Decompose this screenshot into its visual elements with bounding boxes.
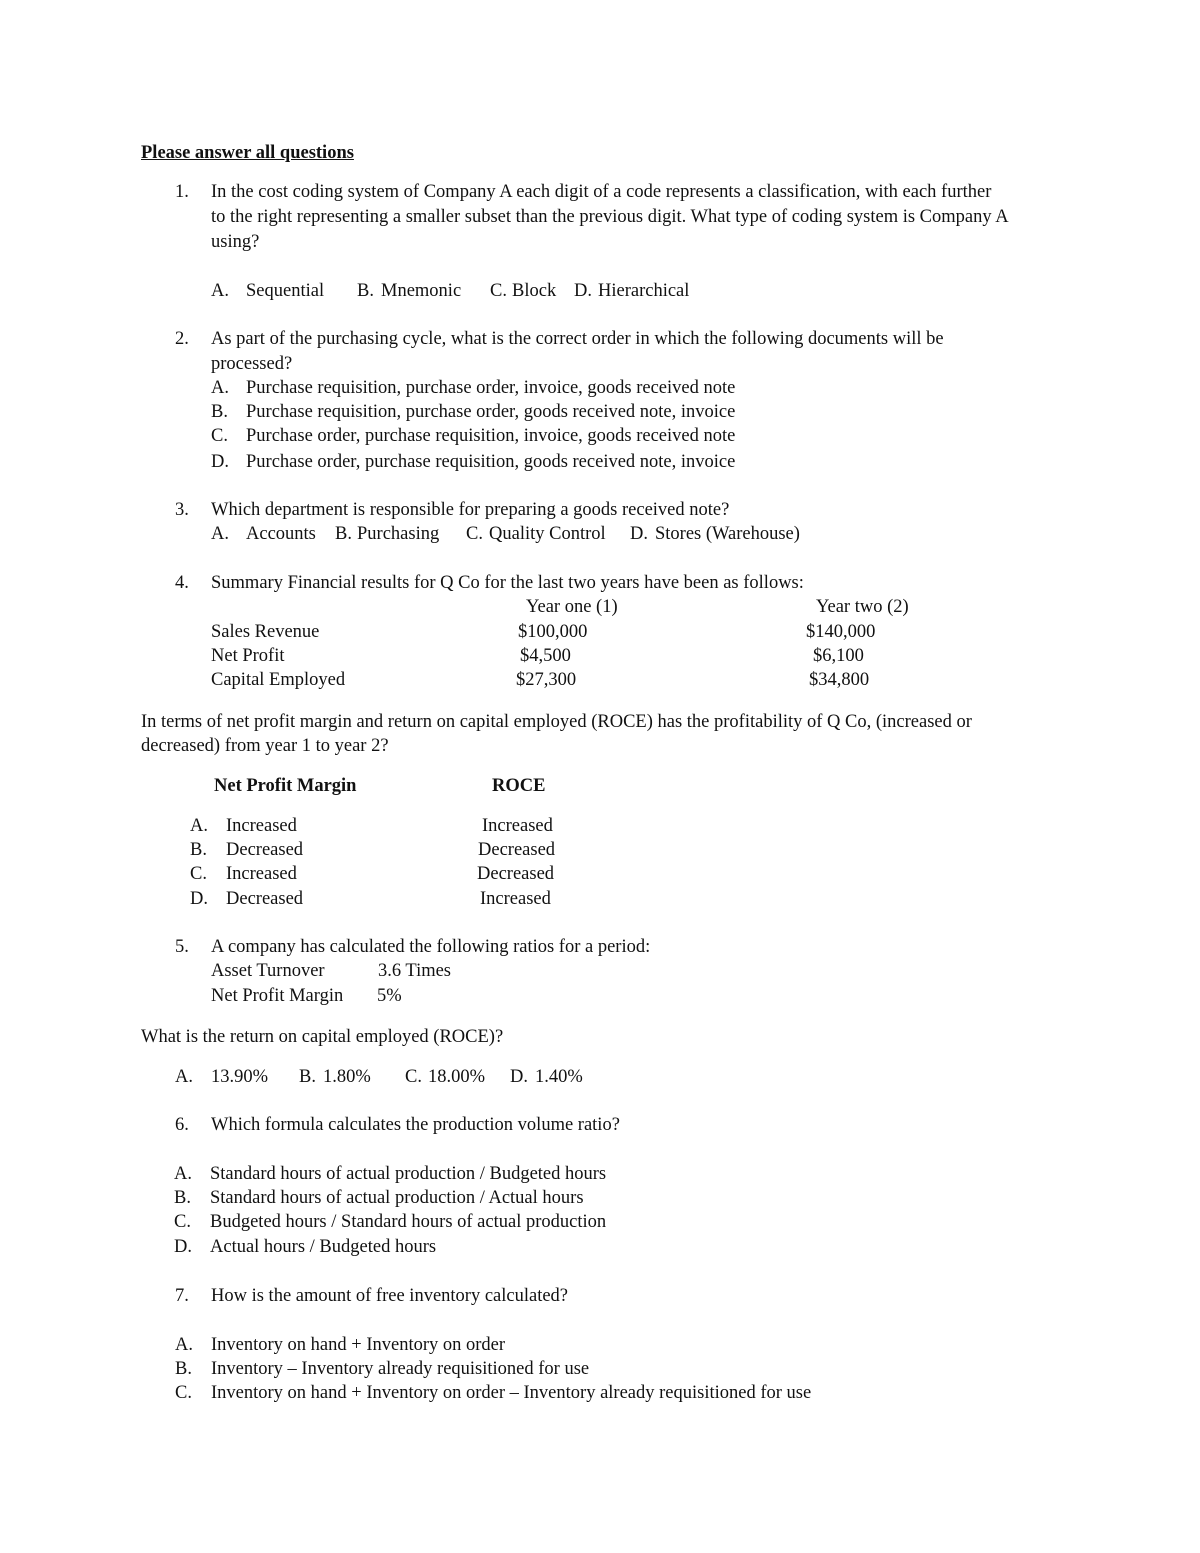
q4-answer-letter: C. xyxy=(190,864,207,884)
question-7-number: 7. xyxy=(175,1286,189,1306)
q4-answer-npm: Increased xyxy=(226,816,297,836)
q5-option-b-text: 1.80% xyxy=(323,1067,371,1087)
q7-option-c-text: Inventory on hand + Inventory on order – Inventory already requisitioned for use xyxy=(211,1383,812,1403)
table-cell: $34,800 xyxy=(809,670,870,690)
q3-option-b-letter: B. xyxy=(335,524,352,544)
q2-option-a-text: Purchase requisition, purchase order, invoice, goods received note xyxy=(246,378,736,398)
answer-col-npm-header: Net Profit Margin xyxy=(214,776,357,796)
q6-option-b-letter: B. xyxy=(174,1188,191,1208)
q7-option-a-letter: A. xyxy=(175,1335,193,1355)
q1-option-d-letter: D. xyxy=(574,281,592,301)
q2-option-b-text: Purchase requisition, purchase order, goods received note, invoice xyxy=(246,402,736,422)
table-cell: $100,000 xyxy=(518,622,588,642)
q3-option-c-letter: C. xyxy=(466,524,483,544)
q2-option-c-text: Purchase order, purchase requisition, invoice, goods received note xyxy=(246,426,736,446)
q4-answer-roce: Increased xyxy=(480,889,551,909)
ratio-value: 3.6 Times xyxy=(378,961,452,981)
q1-option-a-letter: A. xyxy=(211,281,229,301)
ratio-label: Net Profit Margin xyxy=(211,986,344,1006)
q6-option-d-letter: D. xyxy=(174,1237,192,1257)
q7-option-a-text: Inventory on hand + Inventory on order xyxy=(211,1335,506,1355)
q3-option-c-text: Quality Control xyxy=(489,524,606,544)
question-1-number: 1. xyxy=(175,182,189,202)
q7-option-b-letter: B. xyxy=(175,1359,192,1379)
q2-option-b-letter: B. xyxy=(211,402,228,422)
q1-option-c-text: Block xyxy=(512,281,557,301)
q5-option-a-text: 13.90% xyxy=(211,1067,269,1087)
question-1-line-2: to the right representing a smaller subset than the previous digit. What type of coding system is Company A xyxy=(211,207,1009,227)
table-cell: $6,100 xyxy=(813,646,864,666)
q6-option-c-letter: C. xyxy=(174,1212,191,1232)
question-2-line-1: As part of the purchasing cycle, what is the correct order in which the following documents will be xyxy=(211,329,944,349)
question-3-number: 3. xyxy=(175,500,189,520)
question-1-line-1: In the cost coding system of Company A each digit of a code represents a classification, with each further xyxy=(211,182,992,202)
q4-answer-letter: B. xyxy=(190,840,207,860)
ratio-value: 5% xyxy=(377,986,402,1006)
table-cell: $140,000 xyxy=(806,622,876,642)
q7-option-b-text: Inventory – Inventory already requisitioned for use xyxy=(211,1359,590,1379)
page-heading: Please answer all questions xyxy=(141,143,354,163)
table-col-year-two: Year two (2) xyxy=(816,597,909,617)
q1-option-b-letter: B. xyxy=(357,281,374,301)
q7-option-c-letter: C. xyxy=(175,1383,192,1403)
q1-option-b-text: Mnemonic xyxy=(381,281,462,301)
table-cell: $27,300 xyxy=(516,670,577,690)
question-4-text: Summary Financial results for Q Co for the last two years have been as follows: xyxy=(211,573,804,593)
table-row-label: Sales Revenue xyxy=(211,622,320,642)
q2-option-d-text: Purchase order, purchase requisition, goods received note, invoice xyxy=(246,452,736,472)
answer-col-roce-header: ROCE xyxy=(492,776,546,796)
q1-option-d-text: Hierarchical xyxy=(598,281,690,301)
q6-option-a-text: Standard hours of actual production / Budgeted hours xyxy=(210,1164,607,1184)
q5-option-c-text: 18.00% xyxy=(428,1067,486,1087)
question-2-line-2: processed? xyxy=(211,354,293,374)
q6-option-a-letter: A. xyxy=(174,1164,192,1184)
q2-option-c-letter: C. xyxy=(211,426,228,446)
q4-answer-roce: Decreased xyxy=(477,864,555,884)
table-cell: $4,500 xyxy=(520,646,571,666)
q3-option-b-text: Purchasing xyxy=(357,524,440,544)
question-4-followup-line-2: decreased) from year 1 to year 2? xyxy=(141,736,389,756)
q4-answer-roce: Decreased xyxy=(478,840,556,860)
question-6-number: 6. xyxy=(175,1115,189,1135)
q3-option-d-text: Stores (Warehouse) xyxy=(655,524,800,544)
q5-option-a-letter: A. xyxy=(175,1067,193,1087)
q2-option-a-letter: A. xyxy=(211,378,229,398)
table-row-label: Net Profit xyxy=(211,646,285,666)
question-3-text: Which department is responsible for preparing a goods received note? xyxy=(211,500,730,520)
question-5-number: 5. xyxy=(175,937,189,957)
q4-answer-letter: D. xyxy=(190,889,208,909)
q3-option-a-text: Accounts xyxy=(246,524,316,544)
q6-option-d-text: Actual hours / Budgeted hours xyxy=(210,1237,437,1257)
q4-answer-npm: Decreased xyxy=(226,840,304,860)
question-1-line-3: using? xyxy=(211,232,260,252)
q3-option-d-letter: D. xyxy=(630,524,648,544)
q5-option-d-letter: D. xyxy=(510,1067,528,1087)
q4-answer-letter: A. xyxy=(190,816,208,836)
question-6-text: Which formula calculates the production volume ratio? xyxy=(211,1115,620,1135)
q3-option-a-letter: A. xyxy=(211,524,229,544)
question-4-number: 4. xyxy=(175,573,189,593)
question-5-followup: What is the return on capital employed (ROCE)? xyxy=(141,1027,504,1047)
q6-option-b-text: Standard hours of actual production / Actual hours xyxy=(210,1188,584,1208)
q2-option-d-letter: D. xyxy=(211,452,229,472)
question-2-number: 2. xyxy=(175,329,189,349)
q4-answer-roce: Increased xyxy=(482,816,553,836)
ratio-label: Asset Turnover xyxy=(211,961,325,981)
question-7-text: How is the amount of free inventory calculated? xyxy=(211,1286,569,1306)
q1-option-c-letter: C. xyxy=(490,281,507,301)
question-5-text: A company has calculated the following ratios for a period: xyxy=(211,937,651,957)
question-4-followup-line-1: In terms of net profit margin and return on capital employed (ROCE) has the profitability of Q Co, (increased or xyxy=(141,712,972,732)
table-row-label: Capital Employed xyxy=(211,670,346,690)
q5-option-b-letter: B. xyxy=(299,1067,316,1087)
q1-option-a-text: Sequential xyxy=(246,281,325,301)
q6-option-c-text: Budgeted hours / Standard hours of actual production xyxy=(210,1212,607,1232)
q5-option-c-letter: C. xyxy=(405,1067,422,1087)
table-col-year-one: Year one (1) xyxy=(526,597,618,617)
q4-answer-npm: Increased xyxy=(226,864,297,884)
q4-answer-npm: Decreased xyxy=(226,889,304,909)
q5-option-d-text: 1.40% xyxy=(535,1067,583,1087)
